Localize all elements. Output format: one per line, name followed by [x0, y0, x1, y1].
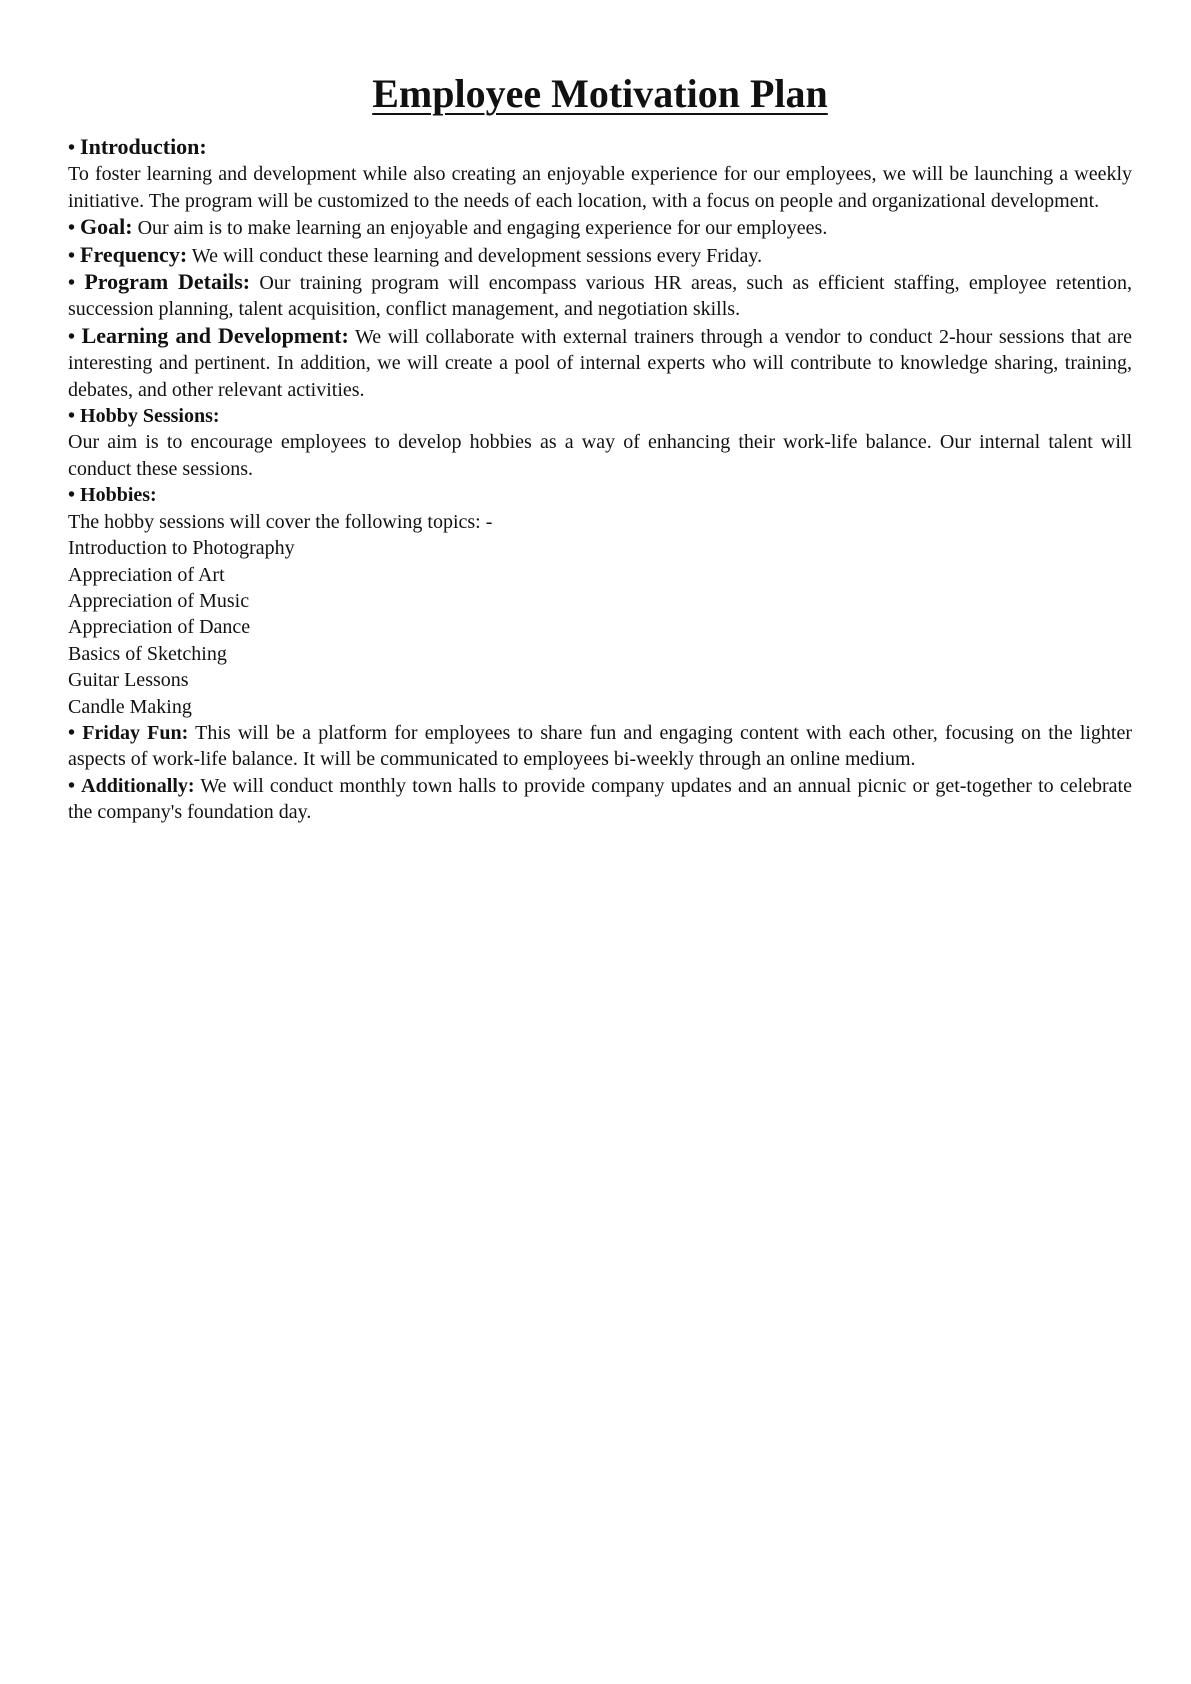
friday-fun-label: Friday Fun:	[82, 721, 189, 744]
page-title	[68, 62, 1132, 126]
bullet-icon: •	[68, 272, 76, 295]
bullet-icon: •	[68, 137, 76, 159]
frequency-text: We will conduct these learning and development sessions every Friday.	[191, 244, 763, 267]
introduction-paragraph: To foster learning and development while also creating an enjoyable experience for our employees, we will be launching a weekly initiative. The program will be customized to the needs of each location, with a focus on people and organizational development.	[68, 163, 1132, 212]
document-page	[68, 62, 1132, 826]
additionally-text: We will conduct monthly town halls to provide company updates and an annual picnic or get-together to celebrate the company's foundation day.	[68, 774, 1132, 824]
hobby-list-item: Appreciation of Art	[68, 563, 225, 586]
bullet-icon: •	[68, 217, 76, 240]
learning-development-item	[68, 323, 1132, 403]
introduction-heading	[68, 134, 1132, 161]
bullet-icon: •	[68, 325, 76, 348]
program-details-label: Program Details:	[84, 269, 251, 295]
program-details-item	[68, 269, 1132, 323]
learning-development-text: We will collaborate with external trainers through a vendor to conduct 2-hour sessions that are interesting and pertinent. In addition, we will create a pool of internal experts who will contribute to knowledge sharing, training, debates, and other relevant activities.	[68, 325, 1133, 401]
hobbies-heading-text: Hobbies:	[80, 484, 157, 507]
goal-label: Goal:	[80, 214, 133, 240]
bullet-icon: •	[68, 774, 76, 797]
learning-development-label: Learning and Development:	[81, 322, 349, 348]
hobby-list-item: Appreciation of Music	[68, 589, 250, 612]
hobby-list-item: Appreciation of Dance	[68, 616, 251, 639]
goal-item	[68, 214, 1132, 241]
page-title-text: Employee Motivation Plan	[372, 71, 828, 116]
program-details-text: Our training program will encompass various HR areas, such as efficient staffing, employee retention, succession planning, talent acquisition, conflict management, and negotiation skills.	[68, 272, 1132, 321]
hobby-list-item: Introduction to Photography	[68, 537, 295, 560]
additionally-item	[68, 773, 1132, 826]
frequency-item	[68, 242, 1132, 269]
bullet-icon: •	[68, 405, 76, 428]
hobby-sessions-heading-text: Hobby Sessions:	[80, 405, 220, 428]
bullet-icon: •	[68, 721, 76, 744]
goal-text: Our aim is to make learning an enjoyable and engaging experience for our employees.	[137, 217, 828, 240]
hobbies-intro: The hobby sessions will cover the following topics: -	[68, 510, 493, 533]
bullet-icon: •	[68, 244, 76, 267]
friday-fun-text: This will be a platform for employees to share fun and engaging content with each other, focusing on the lighter aspects of work-life balance. It will be communicated to employees bi-weekly through an online medium.	[68, 721, 1133, 771]
additionally-label: Additionally:	[81, 774, 195, 797]
friday-fun-item	[68, 720, 1132, 773]
hobby-sessions-paragraph: Our aim is to encourage employees to develop hobbies as a way of enhancing their work-life balance. Our internal talent will conduct these sessions.	[68, 431, 1132, 480]
hobby-list-item: Guitar Lessons	[68, 669, 189, 692]
hobby-list-item: Candle Making	[68, 695, 192, 718]
hobby-sessions-heading	[68, 403, 1132, 429]
hobbies-heading	[68, 482, 1132, 508]
hobby-list-item: Basics of Sketching	[68, 642, 227, 665]
frequency-label: Frequency:	[80, 241, 188, 267]
introduction-heading-text: Introduction:	[80, 134, 207, 159]
bullet-icon: •	[68, 484, 76, 507]
